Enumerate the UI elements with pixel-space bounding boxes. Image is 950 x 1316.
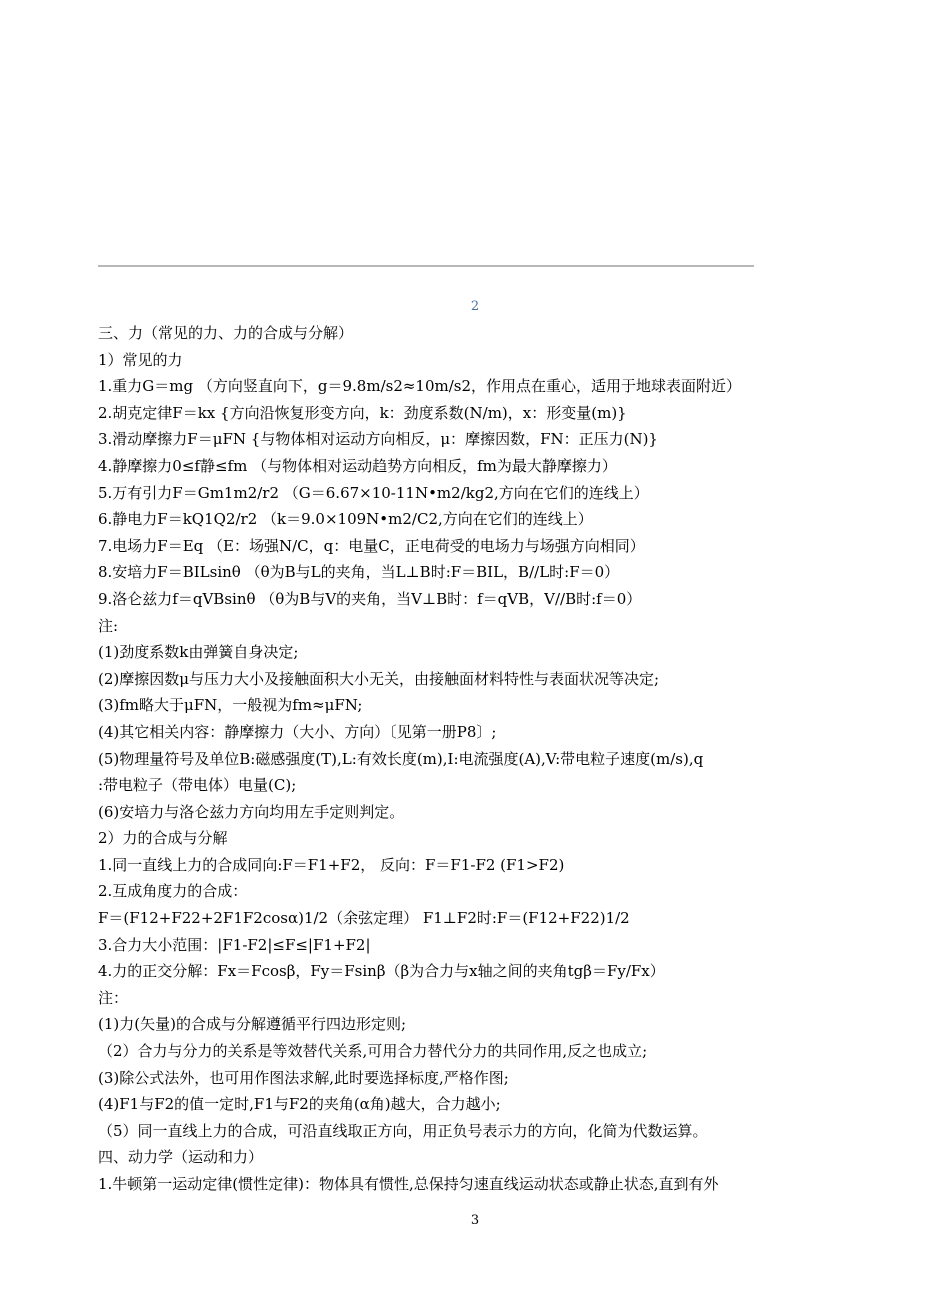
formula-sliding-friction: 3.滑动摩擦力F＝μFN {与物体相对运动方向相反，μ：摩擦因数，FN：正压力(N)} bbox=[98, 430, 658, 449]
note-item: (4)F1与F2的值一定时,F1与F2的夹角(α角)越大，合力越小; bbox=[98, 1095, 501, 1114]
notes-heading: 注: bbox=[98, 616, 119, 635]
formula-lorentz-force: 9.洛仑兹力f＝qVBsinθ （θ为B与V的夹角，当V⊥B时：f＝qVB，V//B时:f＝0） bbox=[98, 589, 642, 608]
section-heading-forces: 三、力（常见的力、力的合成与分解） bbox=[98, 324, 354, 342]
note-item: （5）同一直线上力的合成，可沿直线取正方向，用正负号表示力的方向，化简为代数运算。 bbox=[98, 1121, 708, 1140]
formula-hooke-law: 2.胡克定律F＝kx {方向沿恢复形变方向，k：劲度系数(N/m)，x：形变量(m)} bbox=[98, 403, 627, 422]
formula-electrostatic-force: 6.静电力F＝kQ1Q2/r2 （k＝9.0×109N•m2/C2,方向在它们的连线上） bbox=[98, 510, 593, 529]
note-item: (4)其它相关内容：静摩擦力（大小、方向）〔见第一册P8〕; bbox=[98, 722, 497, 741]
formula-static-friction: 4.静摩擦力0≤f静≤fm （与物体相对运动趋势方向相反，fm为最大静摩擦力） bbox=[98, 456, 617, 475]
formula-angled-composition: F＝(F12+F22+2F1F2cosα)1/2（余弦定理） F1⊥F2时:F＝(F12+F22)1/2 bbox=[98, 909, 630, 928]
formula-orthogonal-decomposition: 4.力的正交分解：Fx＝Fcosβ，Fy＝Fsinβ（β为合力与x轴之间的夹角tgβ＝Fy/Fx） bbox=[98, 962, 665, 981]
formula-ampere-force: 8.安培力F＝BILsinθ （θ为B与L的夹角，当L⊥B时:F＝BIL，B//L时:F＝0） bbox=[98, 563, 620, 582]
formula-universal-gravitation: 5.万有引力F＝Gm1m2/r2 （G＝6.67×10-11N•m2/kg2,方向在它们的连线上） bbox=[98, 483, 649, 502]
previous-page-number: 2 bbox=[470, 299, 480, 314]
subsection-heading-common-forces: 1）常见的力 bbox=[98, 350, 183, 369]
formula-angled-composition-heading: 2.互成角度力的合成： bbox=[98, 882, 248, 901]
document-body bbox=[98, 320, 858, 1198]
subsection-heading-composition: 2）力的合成与分解 bbox=[98, 829, 228, 848]
note-item: (5)物理量符号及单位B:磁感强度(T),L:有效长度(m),I:电流强度(A),V:带电粒子速度(m/s),q bbox=[98, 749, 704, 768]
formula-gravity: 1.重力G＝mg （方向竖直向下，g＝9.8m/s2≈10m/s2，作用点在重心，适用于地球表面附近） bbox=[98, 377, 742, 396]
law-newton-first: 1.牛顿第一运动定律(惯性定律)：物体具有惯性,总保持匀速直线运动状态或静止状态,直到有外 bbox=[98, 1175, 719, 1193]
note-item: (1)劲度系数k由弹簧自身决定; bbox=[98, 643, 299, 662]
formula-resultant-range: 3.合力大小范围：|F1-F2|≤F≤|F1+F2| bbox=[98, 935, 371, 954]
formula-electric-field-force: 7.电场力F＝Eq （E：场强N/C，q：电量C，正电荷受的电场力与场强方向相同） bbox=[98, 536, 645, 555]
note-item: (1)力(矢量)的合成与分解遵循平行四边形定则; bbox=[98, 1015, 407, 1034]
notes-heading: 注： bbox=[98, 988, 129, 1007]
note-item: (6)安培力与洛仑兹力方向均用左手定则判定。 bbox=[98, 802, 405, 821]
note-item-continuation: :带电粒子（带电体）电量(C); bbox=[98, 776, 297, 795]
note-item: (3)除公式法外，也可用作图法求解,此时要选择标度,严格作图; bbox=[98, 1068, 509, 1087]
note-item: (2)摩擦因数μ与压力大小及接触面积大小无关，由接触面材料特性与表面状况等决定; bbox=[98, 669, 660, 688]
note-item: （2）合力与分力的关系是等效替代关系,可用合力替代分力的共同作用,反之也成立; bbox=[98, 1042, 648, 1061]
formula-collinear-composition: 1.同一直线上力的合成同向:F＝F1+F2， 反向：F＝F1-F2 (F1>F2) bbox=[98, 855, 565, 874]
header-divider bbox=[98, 265, 754, 267]
note-item: (3)fm略大于μFN，一般视为fm≈μFN; bbox=[98, 696, 363, 715]
section-heading-dynamics: 四、动力学（运动和力） bbox=[98, 1148, 264, 1167]
page-number: 3 bbox=[470, 1213, 480, 1228]
